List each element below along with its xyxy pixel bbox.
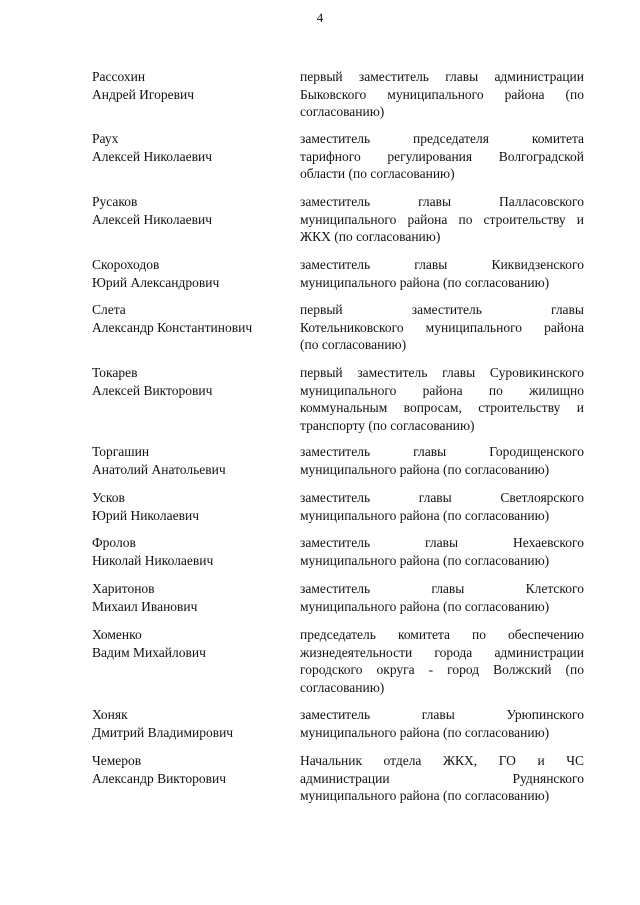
position-line: первый заместитель главы Суровикинского (300, 365, 584, 380)
given-name: Алексей Викторович (92, 382, 213, 398)
position-description (300, 256, 584, 291)
surname: Фролов (92, 535, 136, 550)
position-line: жизнедеятельности города администрации (300, 644, 584, 660)
position-line: согласованию) (300, 679, 385, 695)
person-name (92, 256, 287, 291)
given-name: Юрий Александрович (92, 274, 220, 290)
position-line: Начальник отдела ЖКХ, ГО и ЧС (300, 753, 584, 768)
position-line: ЖКХ (по согласованию) (300, 229, 441, 244)
person-name (92, 489, 287, 524)
position-description (300, 580, 584, 615)
given-name: Алексей Николаевич (92, 148, 212, 164)
position-line: муниципального района (по согласованию) (300, 598, 550, 614)
position-line: заместитель председателя комитета (300, 131, 584, 146)
given-name: Юрий Николаевич (92, 507, 199, 523)
person-name (92, 580, 287, 615)
position-line: муниципального района по строительству и (300, 211, 584, 227)
position-line: тарифного регулирования Волгоградской (300, 148, 584, 164)
position-description (300, 706, 584, 741)
position-description (300, 301, 584, 354)
position-line: первый заместитель главы (300, 302, 584, 317)
position-line: заместитель главы Городищенского (300, 444, 584, 459)
surname: Слета (92, 302, 126, 317)
position-line: заместитель главы Светлоярского (300, 490, 584, 505)
position-line: муниципального района (по согласованию) (300, 788, 550, 803)
person-name (92, 364, 287, 399)
position-line: заместитель главы Урюпинского (300, 707, 584, 722)
given-name: Алексей Николаевич (92, 211, 212, 227)
surname: Торгашин (92, 444, 150, 459)
given-name: Александр Викторович (92, 770, 227, 786)
given-name: Анатолий Анатольевич (92, 461, 226, 477)
given-name: Николай Николаевич (92, 552, 214, 568)
position-line: председатель комитета по обеспечению (300, 627, 584, 642)
surname: Чемеров (92, 753, 142, 768)
surname: Хоменко (92, 627, 142, 642)
page-number: 4 (316, 10, 324, 25)
position-line: муниципального района (по согласованию) (300, 461, 550, 477)
person-name (92, 68, 287, 103)
person-name (92, 301, 287, 336)
position-line: заместитель главы Палласовского (300, 194, 584, 209)
position-line: заместитель главы Киквидзенского (300, 257, 584, 272)
position-line: муниципального района по жилищно (300, 382, 584, 398)
surname: Рассохин (92, 69, 146, 84)
person-name (92, 534, 287, 569)
person-name (92, 626, 287, 661)
position-line: муниципального района (по согласованию) (300, 507, 550, 523)
given-name: Михаил Иванович (92, 598, 198, 614)
given-name: Андрей Игоревич (92, 86, 195, 102)
person-name (92, 443, 287, 478)
position-description (300, 68, 584, 121)
position-description (300, 443, 584, 478)
position-line: городского округа - город Волжский (по (300, 662, 584, 677)
position-description (300, 130, 584, 183)
person-name (92, 193, 287, 228)
surname: Русаков (92, 194, 138, 209)
surname: Скороходов (92, 257, 160, 272)
position-line: коммунальным вопросам, строительству и (300, 400, 584, 415)
given-name: Дмитрий Владимирович (92, 724, 234, 740)
position-line: заместитель главы Нехаевского (300, 535, 584, 550)
person-name (92, 752, 287, 787)
surname: Токарев (92, 365, 138, 380)
surname: Хоняк (92, 707, 128, 722)
person-name (92, 706, 287, 741)
position-description (300, 193, 584, 246)
position-description (300, 364, 584, 434)
position-description (300, 534, 584, 569)
given-name: Александр Константинович (92, 319, 253, 335)
position-description (300, 626, 584, 696)
position-line: муниципального района (по согласованию) (300, 274, 550, 290)
position-line: администрации Руднянского (300, 770, 584, 786)
position-line: (по согласованию) (300, 337, 407, 352)
surname: Харитонов (92, 581, 155, 596)
position-line: согласованию) (300, 104, 385, 119)
position-line: заместитель главы Клетского (300, 581, 584, 596)
position-line: области (по согласованию) (300, 166, 455, 181)
surname: Усков (92, 490, 125, 505)
position-line: муниципального района (по согласованию) (300, 724, 550, 740)
given-name: Вадим Михайлович (92, 644, 206, 660)
position-line: первый заместитель главы администрации (300, 69, 584, 84)
position-line: транспорту (по согласованию) (300, 417, 475, 433)
position-line: Котельниковского муниципального района (300, 319, 584, 335)
surname: Раух (92, 131, 119, 146)
position-line: муниципального района (по согласованию) (300, 552, 550, 568)
position-description (300, 752, 584, 805)
position-description (300, 489, 584, 524)
person-name (92, 130, 287, 165)
position-line: Быковского муниципального района (по (300, 86, 584, 102)
